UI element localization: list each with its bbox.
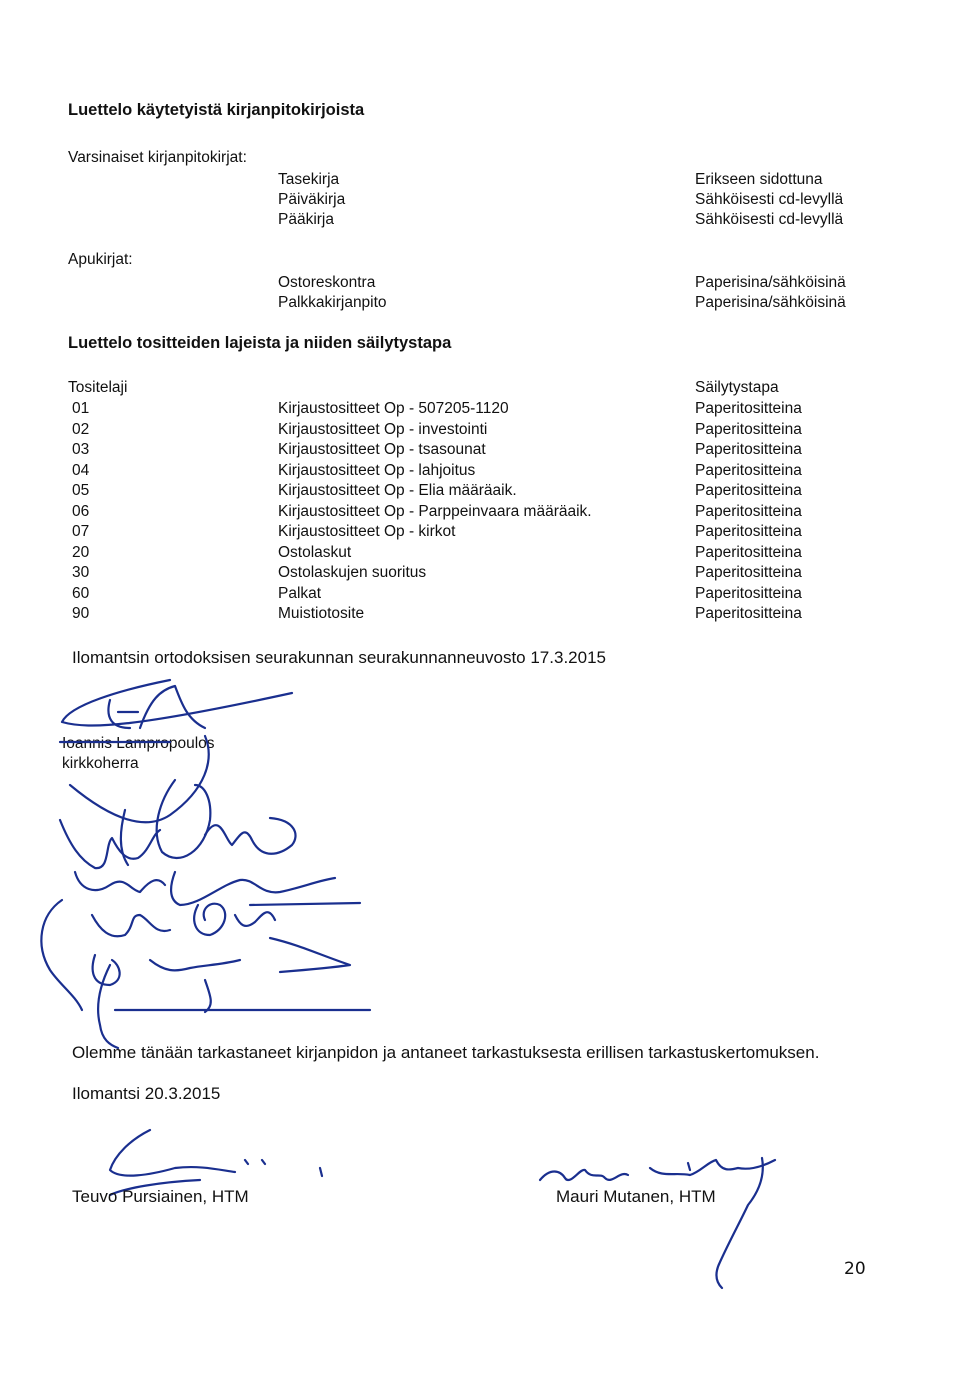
aux-book-storage: Paperisina/sähköisinä: [695, 274, 846, 291]
aux-books-label: Apukirjat:: [68, 251, 133, 268]
book-name: Päiväkirja: [278, 191, 346, 208]
voucher-storage: Paperitositteina: [695, 421, 802, 438]
voucher-code: 60: [72, 585, 90, 602]
voucher-desc: Kirjaustositteet Op - kirkot: [278, 523, 456, 540]
aux-book-name: Ostoreskontra: [278, 274, 376, 291]
page-number: 20: [844, 1259, 866, 1279]
voucher-desc: Kirjaustositteet Op - Parppeinvaara määräaik.: [278, 503, 592, 520]
voucher-desc: Kirjaustositteet Op - investointi: [278, 421, 488, 438]
book-storage: Sähköisesti cd-levyllä: [695, 191, 844, 208]
voucher-storage: Paperitositteina: [695, 482, 802, 499]
main-books-label: Varsinaiset kirjanpitokirjat:: [68, 149, 247, 166]
book-name: Tasekirja: [278, 171, 340, 188]
voucher-desc: Kirjaustositteet Op - lahjoitus: [278, 462, 476, 479]
voucher-code: 04: [72, 462, 90, 479]
voucher-code: 05: [72, 482, 90, 499]
voucher-desc: Kirjaustositteet Op - Elia määräaik.: [278, 482, 517, 499]
voucher-desc: Palkat: [278, 585, 322, 602]
audit-place-date: Ilomantsi 20.3.2015: [72, 1084, 221, 1103]
audit-statement: Olemme tänään tarkastaneet kirjanpidon ja antaneet tarkastuksesta erillisen tarkastuskertomuksen.: [72, 1043, 820, 1062]
voucher-code: 02: [72, 421, 90, 438]
voucher-header-storage: Säilytystapa: [695, 379, 779, 396]
voucher-storage: Paperitositteina: [695, 564, 802, 581]
voucher-desc: Ostolaskujen suoritus: [278, 564, 427, 581]
auditor-name: Mauri Mutanen, HTM: [556, 1187, 716, 1206]
voucher-code: 90: [72, 605, 90, 622]
voucher-header-type: Tositelaji: [68, 379, 128, 396]
voucher-storage: Paperitositteina: [695, 441, 802, 458]
voucher-storage: Paperitositteina: [695, 503, 802, 520]
voucher-code: 07: [72, 523, 90, 540]
voucher-code: 20: [72, 544, 90, 561]
voucher-desc: Muistiotosite: [278, 605, 365, 622]
auditor-name: Teuvo Pursiainen, HTM: [72, 1187, 249, 1206]
aux-book-name: Palkkakirjanpito: [278, 294, 387, 311]
voucher-desc: Ostolaskut: [278, 544, 352, 561]
book-storage: Erikseen sidottuna: [695, 171, 823, 188]
voucher-storage: Paperitositteina: [695, 585, 802, 602]
voucher-code: 30: [72, 564, 90, 581]
signer-name: Ioannis Lampropoulos: [62, 735, 215, 752]
voucher-storage: Paperitositteina: [695, 605, 802, 622]
book-storage: Sähköisesti cd-levyllä: [695, 211, 844, 228]
voucher-storage: Paperitositteina: [695, 544, 802, 561]
signer-title: kirkkoherra: [62, 755, 139, 772]
vouchers-title: Luettelo tositteiden lajeista ja niiden säilytystapa: [68, 334, 452, 352]
books-title: Luettelo käytetyistä kirjanpitokirjoista: [68, 101, 365, 119]
book-name: Pääkirja: [278, 211, 334, 228]
voucher-storage: Paperitositteina: [695, 400, 802, 417]
voucher-code: 03: [72, 441, 90, 458]
voucher-storage: Paperitositteina: [695, 462, 802, 479]
voucher-code: 06: [72, 503, 90, 520]
voucher-code: 01: [72, 400, 90, 417]
voucher-desc: Kirjaustositteet Op - tsasounat: [278, 441, 486, 458]
aux-book-storage: Paperisina/sähköisinä: [695, 294, 846, 311]
voucher-desc: Kirjaustositteet Op - 507205-1120: [278, 400, 509, 417]
council-line: Ilomantsin ortodoksisen seurakunnan seurakunnanneuvosto 17.3.2015: [72, 648, 606, 667]
voucher-storage: Paperitositteina: [695, 523, 802, 540]
